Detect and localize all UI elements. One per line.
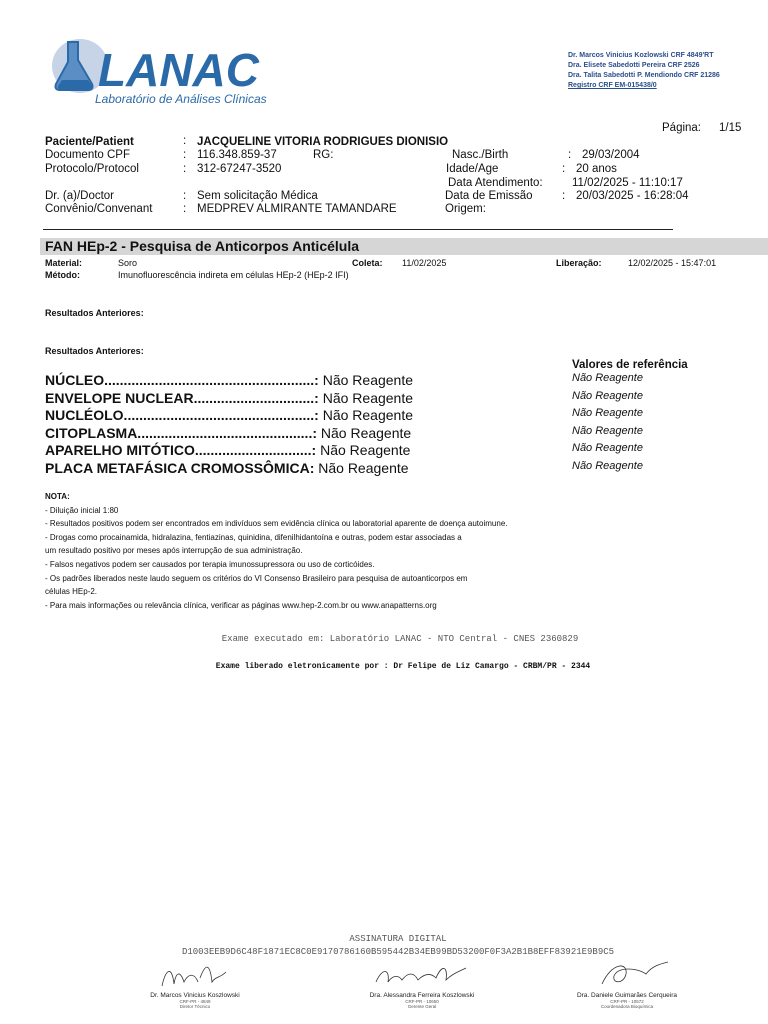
convenio-label: Convênio/Convenant: [45, 203, 153, 215]
doctor-label: Dr. (a)/Doctor: [45, 190, 115, 202]
liberacao-value: 12/02/2025 - 15:47:01: [628, 258, 717, 268]
age-value: 20 anos: [576, 163, 617, 175]
liberacao-label: Liberação:: [556, 258, 602, 268]
logo-text: LANAC: [98, 44, 259, 96]
digital-signature-hash: D1003EEB9D6C48F1871EC8C0E9170786160B595442B34EB99BD53200F0F3A2B1B8EFF83921E9B9C5: [181, 947, 615, 957]
exam-title: FAN HEp-2 - Pesquisa de Anticorpos Anticélula: [45, 238, 360, 254]
colon: :: [183, 135, 187, 147]
atendimento-label: Data Atendimento:: [448, 177, 543, 189]
result-row: [45, 372, 413, 390]
reference-value: Não Reagente: [572, 442, 643, 454]
previous-results-label: Resultados Anteriores:: [45, 346, 144, 356]
birth-label: Nasc./Birth: [452, 149, 509, 161]
emissao-value: 20/03/2025 - 16:28:04: [576, 190, 689, 202]
result-value: Não Reagente: [320, 424, 412, 441]
result-value: Não Reagente: [322, 389, 414, 406]
cpf-label: Documento CPF: [45, 149, 131, 161]
results-table: [45, 372, 413, 477]
page-label: Página:: [662, 122, 702, 134]
result-row: [45, 425, 413, 443]
coleta-value: 11/02/2025: [402, 258, 447, 268]
signature-block: [572, 958, 682, 1009]
result-label: APARELHO MITÓTICO..............................:: [45, 442, 317, 458]
result-label: PLACA METAFÁSICA CROMOSSÔMICA:: [45, 459, 315, 476]
nota-line: - Resultados positivos podem ser encontrados em indivíduos sem evidência clínica ou laboratorial aparente de doença autoimune.: [45, 519, 508, 529]
cpf-value: 116.348.859-37: [197, 149, 277, 161]
origem-label: Origem:: [445, 203, 486, 215]
handwritten-signature: [572, 958, 682, 990]
protocol-label: Protocolo/Protocol: [45, 163, 139, 175]
emissao-label: Data de Emissão: [445, 190, 533, 202]
metodo-label: Método:: [45, 270, 80, 280]
doctor-value: Sem solicitação Médica: [197, 190, 318, 202]
nota-block: [45, 490, 508, 612]
executed-at: Exame executado em: Laboratório LANAC - NTO Central - CNES 2360829: [221, 634, 579, 644]
header-divider: [43, 229, 673, 230]
nota-title: NOTA:: [45, 492, 70, 501]
patient-name: JACQUELINE VITORIA RODRIGUES DIONISIO: [197, 136, 449, 148]
patient-label: Paciente/Patient: [45, 136, 134, 148]
lab-subtitle: Laboratório de Análises Clínicas: [95, 92, 267, 106]
nota-line: - Diluição inicial 1:80: [45, 505, 119, 515]
staff-line: Registro CRF EM-015438/0: [568, 82, 657, 89]
result-value: Não Reagente: [320, 442, 411, 458]
reference-value: Não Reagente: [572, 459, 643, 472]
result-value: Não Reagente: [322, 372, 414, 388]
convenio-value: MEDPREV ALMIRANTE TAMANDARE: [197, 203, 397, 215]
handwritten-signature: [362, 958, 482, 990]
colon: :: [183, 149, 187, 161]
signature-block: [140, 958, 250, 1009]
result-label: NÚCLEO......................................................:: [45, 372, 319, 388]
signer-role: Diretor Técnico: [179, 1004, 211, 1009]
staff-line: Dra. Elisete Sabedotti Pereira CRF 2526: [568, 62, 700, 69]
digital-signature-title: ASSINATURA DIGITAL: [349, 934, 447, 944]
material-value: Soro: [118, 258, 138, 268]
result-label: NUCLÉOLO.................................................:: [45, 407, 319, 423]
protocol-value: 312-67247-3520: [197, 163, 282, 175]
reference-value: Não Reagente: [572, 372, 643, 384]
staff-list: [568, 51, 720, 91]
result-row: [45, 460, 413, 478]
result-row: [45, 407, 413, 425]
signature-block: [362, 958, 482, 1009]
material-label: Material:: [45, 258, 83, 268]
colon: :: [183, 163, 187, 175]
signer-role: Coordenadora Bioquímica: [600, 1004, 654, 1009]
nota-line: - Para mais informações ou relevância clínica, verificar as páginas www.hep-2.com.br ou www.anapatterns.org: [45, 600, 437, 610]
nota-line: - Falsos negativos podem ser causados por terapia imunossupressora ou uso de corticóides.: [45, 559, 375, 569]
colon: :: [183, 190, 187, 202]
birth-value: 29/03/2004: [582, 149, 640, 161]
signer-registration: CRF-PR - 10650: [405, 999, 439, 1004]
reference-value: Não Reagente: [572, 389, 643, 402]
result-label: ENVELOPE NUCLEAR...............................:: [45, 389, 319, 406]
result-value: Não Reagente: [322, 407, 413, 423]
coleta-label: Coleta:: [352, 258, 383, 268]
colon: :: [562, 190, 566, 202]
atendimento-value: 11/02/2025 - 11:10:17: [572, 177, 683, 189]
signer-name: Dr. Marcos Vinicius Koszlowski: [150, 992, 240, 999]
nota-line: um resultado positivo por meses após interrupção de sua administração.: [45, 546, 303, 556]
result-label: CITOPLASMA.............................................:: [45, 424, 317, 441]
signer-name: Dra. Daniele Guimarães Cerqueira: [576, 992, 678, 999]
colon: :: [568, 149, 572, 161]
staff-line: Dr. Marcos Vinicius Kozlowski CRF 4849'RT: [568, 52, 714, 59]
nota-line: células HEp-2.: [45, 587, 98, 597]
result-row: [45, 442, 413, 460]
signer-registration: CRF-PR - 4849: [179, 999, 211, 1004]
result-row: [45, 390, 413, 408]
rg-label: RG:: [313, 149, 334, 161]
staff-line: Dra. Talita Sabedotti P. Mendiondo CRF 21286: [568, 72, 720, 79]
handwritten-signature: [140, 958, 250, 990]
reference-value: Não Reagente: [572, 424, 643, 437]
signer-name: Dra. Alessandra Ferreira Koszlowski: [369, 992, 475, 999]
colon: :: [562, 163, 566, 175]
metodo-value: Imunofluorescência indireta em células HEp-2 (HEp-2 IFI): [118, 270, 349, 280]
reference-value: Não Reagente: [572, 407, 643, 419]
result-value: Não Reagente: [318, 459, 409, 476]
signer-role: Gerente Geral: [407, 1004, 437, 1009]
reference-header: Valores de referência: [572, 359, 688, 371]
nota-line: - Os padrões liberados neste laudo seguem os critérios do VI Consenso Brasileiro para pesquisa de autoanticorpos em: [45, 573, 468, 583]
released-by: Exame liberado eletronicamente por : Dr Felipe de Liz Camargo - CRBM/PR - 2344: [215, 662, 591, 671]
signer-registration: CRF-PR - 10572: [610, 999, 644, 1004]
page-number: 1/15: [719, 122, 742, 134]
age-label: Idade/Age: [446, 163, 499, 175]
previous-results-label: Resultados Anteriores:: [45, 308, 144, 318]
reference-values: [572, 370, 643, 475]
nota-line: - Drogas como procainamida, hidralazina, fentiazinas, quinidina, difenilhidantoína e outras, podem estar associadas a: [45, 532, 462, 542]
colon: :: [183, 203, 187, 215]
